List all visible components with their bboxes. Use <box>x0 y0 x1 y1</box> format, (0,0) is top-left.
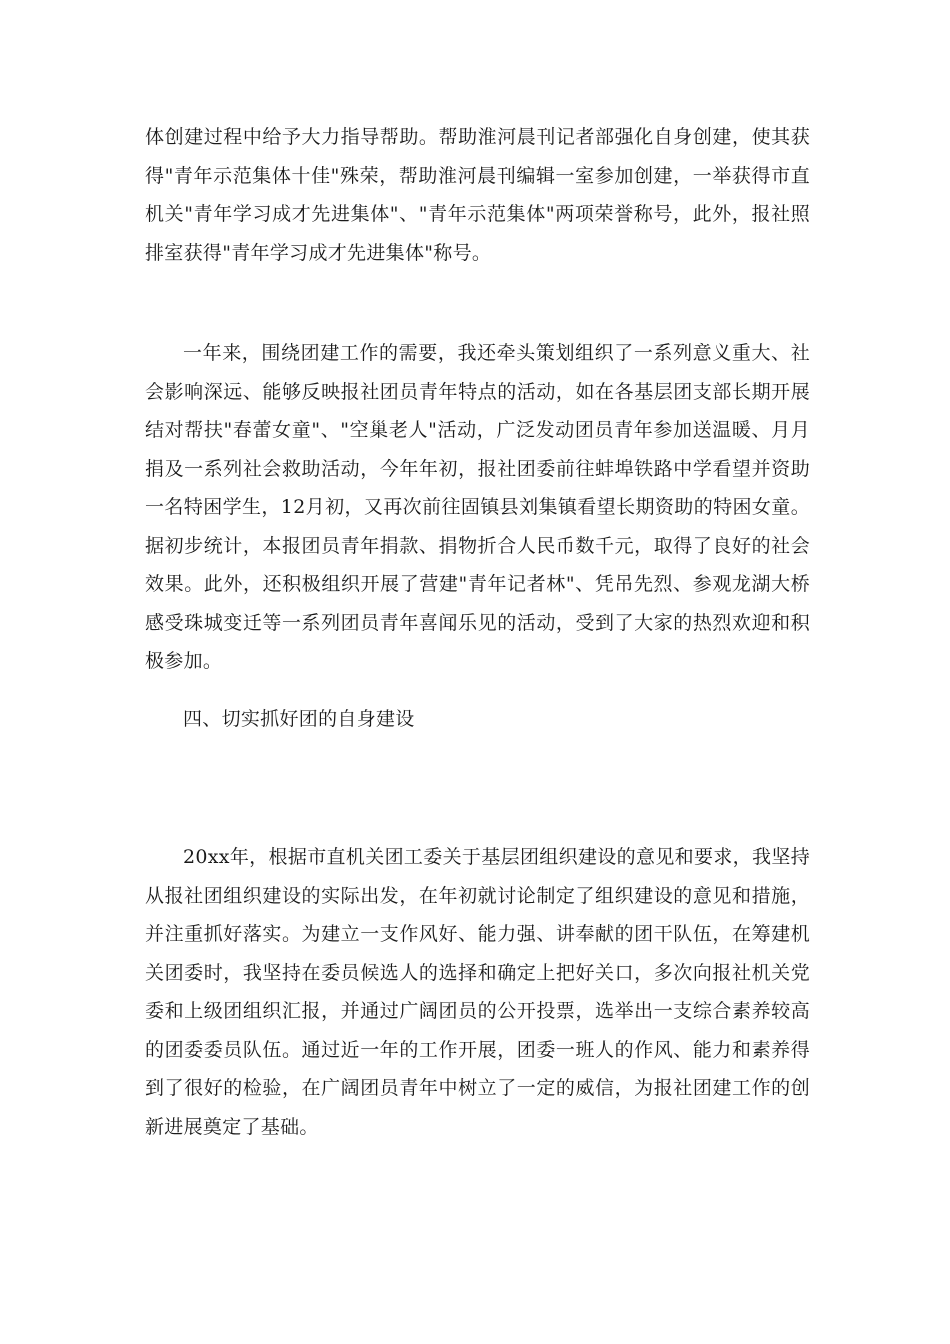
paragraph-youth-activities: 一年来，围绕团建工作的需要，我还牵头策划组织了一系列意义重大、社会影响深远、能够反映报社团员青年特点的活动，如在各基层团支部长期开展结对帮扶"春蕾女童"、"空巢老人"活动，广泛发动团员青年参加送温暖、月月捐及一系列社会救助活动，今年年初，报社团委前往蚌埠铁路中学看望并资助一名特困学生，12月初，又再次前往固镇县刘集镇看望长期资助的特困女童。据初步统计，本报团员青年捐款、捐物折合人民币数千元，取得了良好的社会效果。此外，还积极组织开展了营建"青年记者林"、凭吊先烈、参观龙湖大桥感受珠城变迁等一系列团员青年喜闻乐见的活动，受到了大家的热烈欢迎和积极参加。 <box>145 342 810 672</box>
section-heading-4: 四、切实抓好团的自身建设 <box>183 708 415 730</box>
paragraph-continued: 体创建过程中给予大力指导帮助。帮助淮河晨刊记者部强化自身创建，使其获得"青年示范集体十佳"殊荣，帮助淮河晨刊编辑一室参加创建，一举获得市直机关"青年学习成才先进集体"、"青年示范集体"两项荣誉称号，此外，报社照排室获得"青年学习成才先进集体"称号。 <box>145 126 810 264</box>
paragraph-organization-building: 20xx年，根据市直机关团工委关于基层团组织建设的意见和要求，我坚持从报社团组织建设的实际出发，在年初就讨论制定了组织建设的意见和措施，并注重抓好落实。为建立一支作风好、能力强、讲奉献的团干队伍，在筹建机关团委时，我坚持在委员候选人的选择和确定上把好关口，多次向报社机关党委和上级团组织汇报，并通过广阔团员的公开投票，选举出一支综合素养较高的团委委员队伍。通过近一年的工作开展，团委一班人的作风、能力和素养得到了很好的检验，在广阔团员青年中树立了一定的威信，为报社团建工作的创新进展奠定了基础。 <box>145 846 810 1138</box>
